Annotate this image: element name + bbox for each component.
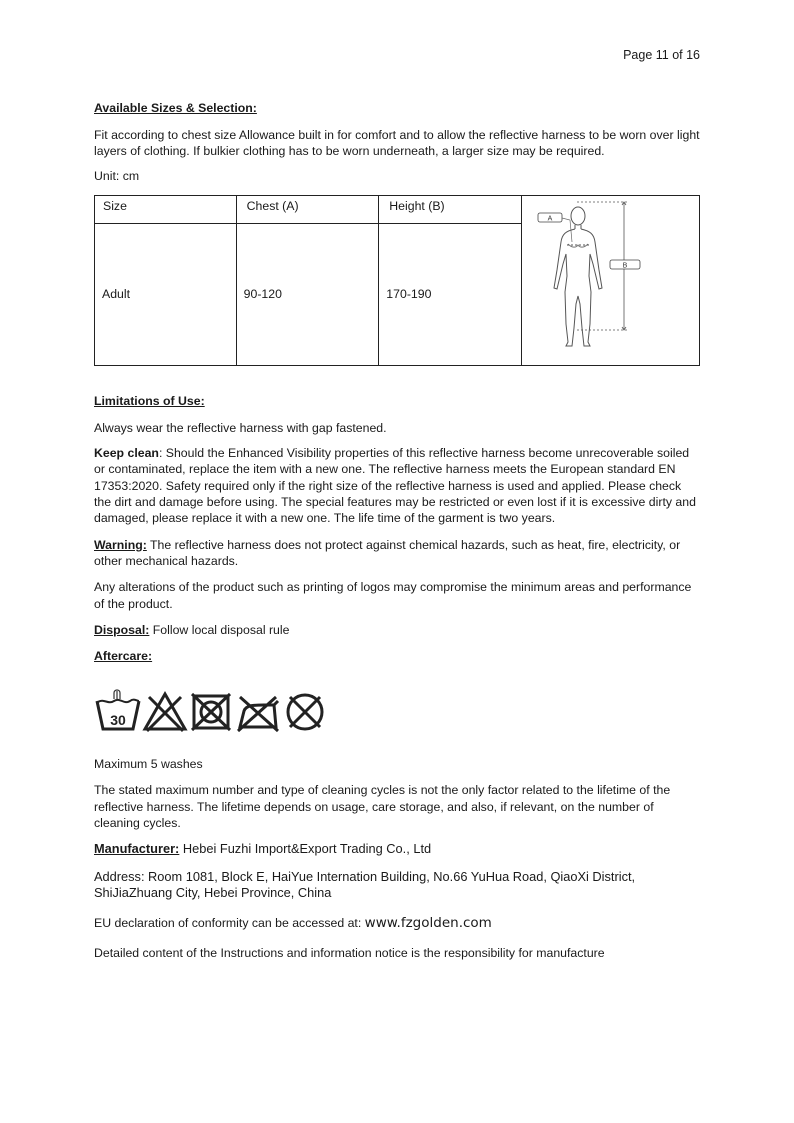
care-symbols — [94, 687, 700, 737]
height-column-header: Height (B) — [379, 195, 522, 223]
disposal-paragraph — [94, 622, 700, 638]
manufacturer-section — [94, 841, 700, 960]
height-value: 170-190 — [379, 223, 522, 365]
wash-30-icon — [94, 689, 142, 735]
size-column-header: Size — [95, 195, 237, 223]
no-iron-icon — [234, 689, 282, 735]
page-number: Page 11 of 16 — [623, 48, 700, 62]
aftercare-section — [94, 649, 700, 831]
no-dry-clean-icon — [282, 689, 328, 735]
lifetime-paragraph: The stated maximum number and type of cleaning cycles is not the only factor related to the lifetime of the reflective harness. The lifetime depends on usage, care storage, and also, if relevant, on the number of cleaning cycles. — [94, 783, 671, 831]
alterations-paragraph: Any alterations of the product such as printing of logos may compromise the minimum areas and performance of the product. — [94, 580, 692, 611]
eu-declaration-link[interactable]: www.fzgolden.com — [364, 915, 492, 932]
aftercare-heading: Aftercare: — [94, 649, 153, 664]
unit-label: Unit: cm — [94, 168, 140, 183]
eu-declaration — [94, 915, 700, 931]
size-value: Adult — [95, 223, 237, 365]
warning-paragraph — [94, 537, 700, 570]
manufacturer-address: Address: Room 1081, Block E, HaiYue Internation Building, No.66 YuHua Road, QiaoXi District, ShiJiaZhuang City, Hebei Province, China — [94, 868, 636, 900]
manufacturer-name: Hebei Fuzhi Import&Export Trading Co., Ltd — [179, 841, 432, 857]
limitations-section — [94, 394, 700, 638]
max-washes: Maximum 5 washes — [94, 757, 203, 772]
sizes-intro: Fit according to chest size Allowance built in for comfort and to allow the reflective harness to be worn over light layers of clothing. If bulkier clothing has to be worn underneath, a larger size may be required. — [94, 128, 700, 159]
warning-label: Warning: — [94, 537, 147, 552]
warning-text: The reflective harness does not protect against chemical hazards, such as heat, fire, electricity, or other mechanical hazards. — [94, 537, 681, 568]
eu-declaration-text: EU declaration of conformity can be accessed at: — [94, 916, 365, 931]
label-b: B — [622, 262, 628, 270]
document-body — [94, 101, 700, 961]
keep-clean-paragraph — [94, 445, 700, 526]
body-measurement-figure — [521, 195, 699, 365]
chest-value: 90-120 — [236, 223, 379, 365]
manufacturer-line — [94, 841, 700, 857]
size-table — [94, 195, 700, 366]
sizes-heading: Available Sizes & Selection: — [94, 101, 257, 115]
manufacturer-label: Manufacturer: — [94, 841, 180, 857]
no-bleach-icon — [142, 689, 188, 735]
gap-instruction: Always wear the reflective harness with gap fastened. — [94, 420, 387, 435]
body-figure-icon — [522, 196, 699, 362]
no-tumble-dry-icon — [188, 689, 234, 735]
disposal-text: Follow local disposal rule — [149, 622, 290, 637]
wash-temp-label: 30 — [110, 712, 126, 729]
instructions-responsibility: Detailed content of the Instructions and information notice is the responsibility for manufacture — [94, 945, 605, 960]
keep-clean-label: Keep clean — [94, 446, 159, 461]
limitations-heading: Limitations of Use: — [94, 393, 205, 408]
chest-column-header: Chest (A) — [236, 195, 379, 223]
sizes-section — [94, 101, 700, 366]
keep-clean-text: : Should the Enhanced Visibility properties of this reflective harness become unrecoverable soiled or contaminated, replace the item with a new one. The reflective harness meets the European standard EN 17353:2020. Safety required only if the right size of the reflective harness is used and applied. Please check the dirt and damage before using. The special features may be restricted or even lost if it is excessive dirty and damaged, please replace it with a new one. The life time of the garment is two years. — [94, 446, 696, 526]
label-a: A — [547, 215, 553, 223]
disposal-label: Disposal: — [94, 622, 150, 637]
